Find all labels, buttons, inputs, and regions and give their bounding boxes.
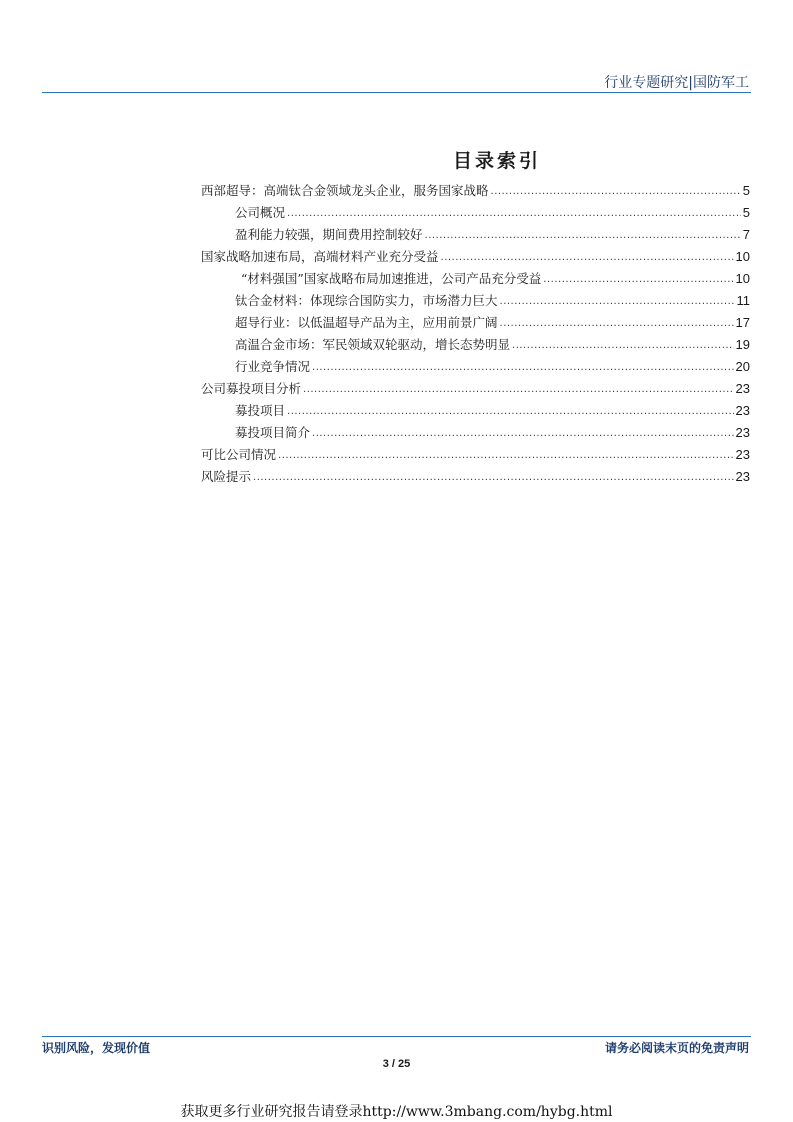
toc-entry[interactable] <box>201 202 750 224</box>
toc-entry-page: 19 <box>735 337 750 352</box>
toc-title: 目录索引 <box>452 150 541 172</box>
toc-entry-page: 7 <box>742 227 750 242</box>
toc-leader-dots <box>441 245 734 269</box>
toc-entry-label: 风险提示 <box>201 469 252 484</box>
toc-entry[interactable] <box>201 268 750 290</box>
toc-entry-label: 募投项目简介 <box>235 425 311 440</box>
toc-leader-dots <box>543 267 733 291</box>
toc-entry-label: 西部超导：高端钛合金领域龙头企业，服务国家战略 <box>201 183 489 198</box>
toc-entry-page: 10 <box>735 271 750 286</box>
toc-leader-dots <box>287 201 741 225</box>
toc-entry-label: 公司概况 <box>235 205 286 220</box>
toc-entry-label: 超导行业：以低温超导产品为主，应用前景广阔 <box>235 315 498 330</box>
toc-leader-dots <box>500 289 735 313</box>
toc-leader-dots <box>312 421 734 445</box>
bottom-promo-link[interactable]: 获取更多行业研究报告请登录http://www.3mbang.com/hybg.html <box>180 1104 613 1120</box>
report-header-label: 行业专题研究|国防军工 <box>604 75 749 91</box>
toc-entry-page: 23 <box>735 425 750 440</box>
toc-entry[interactable] <box>201 400 750 422</box>
toc-leader-dots <box>278 443 734 467</box>
toc-entry-page: 23 <box>735 403 750 418</box>
toc-entry-label: 国家战略加速布局，高端材料产业充分受益 <box>201 249 439 264</box>
toc-entry[interactable] <box>201 334 750 356</box>
toc-entry-page: 17 <box>735 315 750 330</box>
toc-leader-dots <box>287 399 734 423</box>
header-divider <box>42 92 751 93</box>
footer-divider <box>42 1036 751 1037</box>
toc-entry-page: 11 <box>736 293 750 308</box>
toc-entry-page: 23 <box>735 381 750 396</box>
toc-entry-label: 钛合金材料：体现综合国防实力，市场潜力巨大 <box>235 293 498 308</box>
toc-entry-label: 公司募投项目分析 <box>201 381 302 396</box>
toc-entry[interactable] <box>201 312 750 334</box>
page-number: 3 / 25 <box>382 1058 411 1070</box>
toc-leader-dots <box>303 377 734 401</box>
footer-slogan: 识别风险，发现价值 <box>42 1041 151 1055</box>
toc-entry-page: 5 <box>742 205 750 220</box>
toc-entry-label: 募投项目 <box>235 403 286 418</box>
toc-entry[interactable] <box>201 422 750 444</box>
toc-entry[interactable] <box>201 356 750 378</box>
toc-entry-page: 20 <box>735 359 750 374</box>
toc-entry-page: 10 <box>735 249 750 264</box>
toc-entry-label: 盈利能力较强，期间费用控制较好 <box>235 227 423 242</box>
toc-leader-dots <box>512 333 734 357</box>
toc-entry-label: “材料强国”国家战略布局加速推进，公司产品充分受益 <box>241 271 542 286</box>
toc-entry[interactable] <box>201 180 750 202</box>
toc-entry-label: 可比公司情况 <box>201 447 277 462</box>
toc-entry-page: 5 <box>742 183 750 198</box>
toc-entry[interactable] <box>201 224 750 246</box>
toc-entry[interactable] <box>201 444 750 466</box>
toc-leader-dots <box>500 311 734 335</box>
toc-entry-label: 行业竞争情况 <box>235 359 311 374</box>
toc-entry-page: 23 <box>735 447 750 462</box>
toc-entry[interactable] <box>201 246 750 268</box>
footer-disclaimer-note: 请务必阅读末页的免责声明 <box>604 1041 749 1055</box>
toc-entry[interactable] <box>201 290 750 312</box>
toc-leader-dots <box>312 355 734 379</box>
toc-entry[interactable] <box>201 378 750 400</box>
table-of-contents <box>201 180 750 488</box>
toc-leader-dots <box>253 465 734 489</box>
toc-entry-label: 高温合金市场：军民领域双轮驱动，增长态势明显 <box>235 337 511 352</box>
toc-entry-page: 23 <box>735 469 750 484</box>
toc-leader-dots <box>491 179 741 203</box>
toc-leader-dots <box>425 223 741 247</box>
toc-entry[interactable] <box>201 466 750 488</box>
